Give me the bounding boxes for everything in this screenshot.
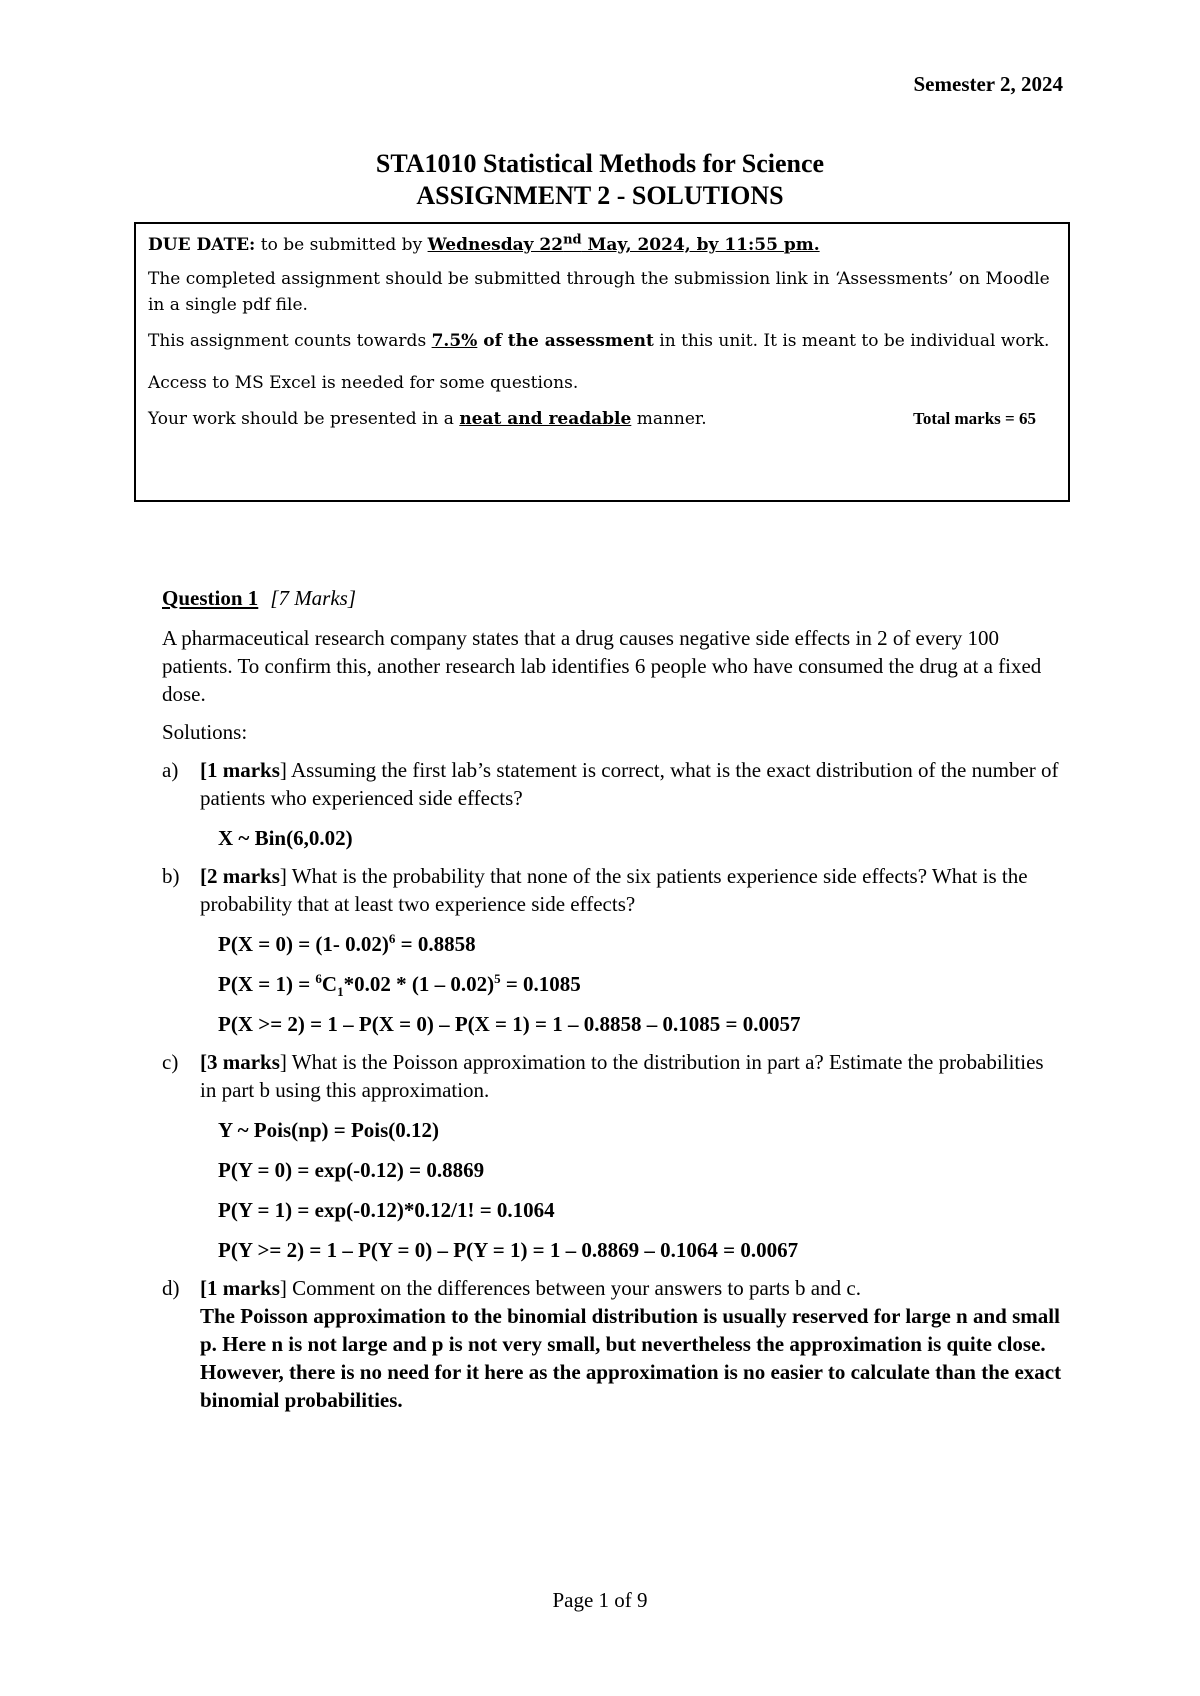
equation-text: C <box>321 972 338 996</box>
page-number: Page 1 of 9 <box>552 1588 648 1612</box>
answer-equation: P(X >= 2) = 1 – P(X = 0) – P(X = 1) = 1 – 0.8858 – 0.1085 = 0.0057 <box>218 1012 801 1036</box>
part-text: ] What is the Poisson approximation to the distribution in part a? Estimate the probabilities in part b using this approximation. <box>200 1050 1044 1102</box>
equation-text: = 0.8858 <box>395 932 476 956</box>
due-date-rest: May, 2024, by 11:55 pm. <box>581 235 820 255</box>
excel-note: Access to MS Excel is needed for some questions. <box>148 373 579 393</box>
part-letter: c) <box>162 1050 179 1074</box>
presentation-text-a: Your work should be presented in a <box>148 409 460 429</box>
part-d-prompt <box>200 1274 1062 1302</box>
part-a-prompt <box>200 756 1062 812</box>
answer-equation: P(Y >= 2) = 1 – P(Y = 0) – P(Y = 1) = 1 – 0.8869 – 0.1064 = 0.0067 <box>218 1238 799 1262</box>
equation-subscript: 1 <box>337 984 344 1000</box>
due-date-line <box>148 232 1056 258</box>
assignment-info-box <box>134 222 1070 502</box>
solutions-label: Solutions: <box>162 720 248 744</box>
part-d <box>162 1274 1062 1414</box>
equation-text: *0.02 * (1 – 0.02) <box>343 972 495 996</box>
equation-text: = 0.1085 <box>500 972 581 996</box>
presentation-note <box>148 406 707 432</box>
part-letter: b) <box>162 864 180 888</box>
due-date-text: to be submitted by <box>255 235 428 255</box>
due-date-day: Wednesday 22 <box>427 235 564 255</box>
document-title <box>0 148 1200 212</box>
weighting-text-b: in this unit. It is meant to be individual work. <box>653 331 1050 351</box>
weighting-bold: of the assessment <box>477 331 654 351</box>
part-b <box>162 862 1062 1038</box>
answer-equation: Y ~ Pois(np) = Pois(0.12) <box>218 1118 440 1142</box>
equation-exponent: 5 <box>494 971 501 986</box>
presentation-line <box>148 406 1056 432</box>
due-date-ordinal: nd <box>563 232 582 248</box>
course-title: STA1010 Statistical Methods for Science <box>375 149 825 178</box>
answer-equation: P(Y = 1) = exp(-0.12)*0.12/1! = 0.1064 <box>218 1198 555 1222</box>
question-title: Question 1 <box>162 586 259 610</box>
part-marks: [1 marks <box>200 1276 280 1300</box>
presentation-text-b: manner. <box>631 409 707 429</box>
part-b-prompt <box>200 862 1062 918</box>
weighting-line <box>148 328 1056 354</box>
question-marks: [7 Marks] <box>270 586 357 610</box>
semester-label: Semester 2, 2024 <box>913 72 1063 96</box>
due-date-value <box>427 232 820 255</box>
due-date-label: DUE DATE: <box>148 235 256 255</box>
weighting-text-a: This assignment counts towards <box>148 331 432 351</box>
question-intro: A pharmaceutical research company states that a drug causes negative side effects in 2 of every 100 patients. To confirm this, another research lab identifies 6 people who have consumed the drug at a fixed dose. <box>162 626 1042 706</box>
weighting-percent: 7.5% <box>431 331 478 351</box>
presentation-emphasis: neat and readable <box>459 409 632 429</box>
equation-superscript: 6 <box>315 971 322 986</box>
equation-text: P(X = 0) = (1- 0.02) <box>218 932 389 956</box>
answer-comment: The Poisson approximation to the binomial distribution is usually reserved for large n and small p. Here n is not large and p is not very small, but nevertheless the approximation is quite close. However, there is no need for it here as the approximation is no easier to calculate than the exact binomial probabilities. <box>200 1304 1062 1412</box>
part-marks: [2 marks <box>200 864 280 888</box>
answer-equation: P(Y = 0) = exp(-0.12) = 0.8869 <box>218 1158 485 1182</box>
answer-equation: X ~ Bin(6,0.02) <box>218 826 353 850</box>
equation-exponent: 6 <box>388 931 396 946</box>
part-letter: d) <box>162 1276 180 1300</box>
part-c-prompt <box>200 1048 1062 1104</box>
part-marks: [3 marks <box>200 1050 280 1074</box>
answer-equation <box>200 970 1062 998</box>
part-text: ] What is the probability that none of the six patients experience side effects? What is the probability that at least two experience side effects? <box>200 864 1028 916</box>
submission-instructions: The completed assignment should be submitted through the submission link in ‘Assessments’ on Moodle in a single pdf file. <box>148 269 1050 315</box>
part-text: ] Assuming the first lab’s statement is correct, what is the exact distribution of the number of patients who experienced side effects? <box>200 758 1059 810</box>
part-text: ] Comment on the differences between your answers to parts b and c. <box>279 1276 861 1300</box>
equation-text: P(X = 1) = <box>218 972 316 996</box>
question-1-section <box>162 584 1062 1424</box>
question-heading <box>162 584 1062 612</box>
total-marks: Total marks = 65 <box>913 409 1036 428</box>
part-a <box>162 756 1062 852</box>
answer-equation <box>200 930 1062 958</box>
assignment-title: ASSIGNMENT 2 - SOLUTIONS <box>416 181 784 210</box>
part-c <box>162 1048 1062 1264</box>
part-letter: a) <box>162 758 179 782</box>
part-marks: [1 marks <box>200 758 280 782</box>
